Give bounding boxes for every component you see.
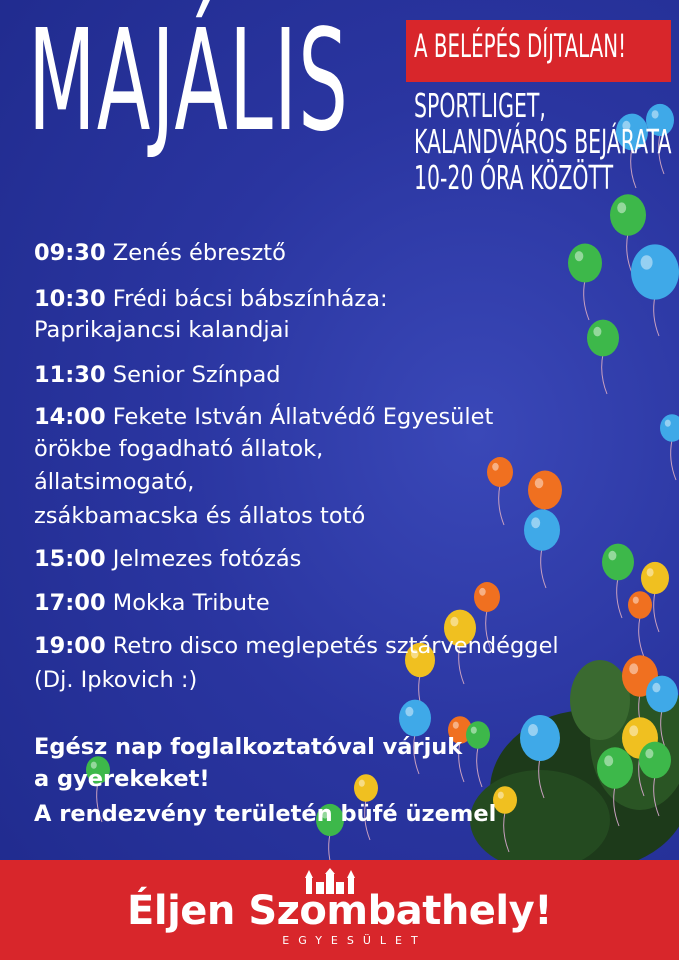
balloon — [524, 509, 560, 550]
schedule-text: Senior Színpad — [112, 362, 281, 388]
balloon-highlight — [405, 707, 413, 717]
schedule-time: 10:30 — [34, 286, 106, 312]
schedule-item — [34, 284, 388, 316]
schedule-time: 15:00 — [34, 546, 106, 572]
balloon-string — [654, 296, 659, 336]
schedule-time: 11:30 — [34, 362, 106, 388]
schedule-item — [34, 588, 270, 620]
balloon — [646, 676, 678, 713]
schedule-text: Jelmezes fotózás — [112, 546, 302, 572]
balloon — [660, 414, 679, 442]
balloon-highlight — [575, 251, 584, 261]
balloon — [597, 747, 633, 788]
balloon — [587, 320, 619, 357]
balloon — [610, 194, 646, 235]
balloon — [628, 591, 652, 619]
balloon — [487, 457, 513, 487]
balloon-highlight — [471, 727, 477, 734]
organization-subtitle: EGYESÜLET — [282, 934, 427, 947]
schedule-extra: zsákbamacska és állatos totó — [34, 503, 366, 529]
balloon — [639, 742, 671, 779]
balloon-highlight — [492, 463, 499, 471]
schedule-text: Frédi bácsi bábszínháza: — [112, 286, 388, 312]
location-line-1: SPORTLIGET, — [414, 86, 546, 125]
balloon — [528, 470, 562, 509]
balloon-string — [617, 578, 622, 618]
balloon — [568, 243, 602, 282]
balloon-highlight — [453, 722, 459, 729]
organization-name: Éljen Szombathely! — [127, 888, 552, 934]
schedule-text: Zenés ébresztő — [112, 240, 286, 266]
balloon-string — [541, 548, 546, 588]
closing-line-3: A rendezvény területén büfé üzemel — [34, 801, 497, 827]
balloon-highlight — [647, 568, 654, 576]
balloon-string — [584, 280, 589, 320]
schedule-item — [34, 544, 301, 576]
balloon-highlight — [652, 683, 660, 693]
balloon-string — [499, 485, 504, 525]
balloon-highlight — [450, 617, 458, 627]
schedule-item — [34, 631, 559, 663]
balloon-highlight — [629, 663, 638, 674]
free-entry-banner — [406, 20, 671, 82]
balloon — [641, 562, 669, 594]
closing-line-1: Egész nap foglalkoztatóval várjuk — [34, 734, 463, 760]
schedule-time: 19:00 — [34, 633, 106, 659]
balloon-highlight — [608, 551, 616, 561]
closing-line-2: a gyerekeket! — [34, 766, 210, 792]
balloon-string — [654, 592, 659, 632]
balloon — [493, 786, 517, 814]
balloon-highlight — [665, 420, 671, 427]
balloon-highlight — [359, 780, 365, 787]
balloon-string — [477, 747, 482, 787]
balloon-highlight — [498, 792, 504, 799]
balloon-highlight — [535, 478, 544, 488]
balloon-string — [602, 354, 607, 394]
schedule-time: 09:30 — [34, 240, 106, 266]
location-block — [414, 88, 671, 196]
schedule-text: Mokka Tribute — [112, 590, 270, 616]
balloon-highlight — [479, 588, 486, 596]
balloon — [520, 715, 560, 761]
schedule-item — [34, 402, 493, 434]
free-entry-text: A BELÉPÉS DÍJTALAN! — [414, 27, 627, 65]
event-title: MAJÁLIS — [28, 0, 350, 163]
balloon — [354, 774, 378, 802]
balloon-highlight — [641, 255, 653, 269]
balloon-highlight — [604, 755, 613, 766]
balloon-string — [639, 617, 644, 657]
footer-banner — [0, 860, 679, 960]
balloon — [631, 244, 679, 299]
schedule-text: Fekete István Állatvédő Egyesület — [112, 404, 494, 430]
balloon-string — [627, 233, 632, 273]
balloon-highlight — [528, 724, 538, 736]
schedule-text: Retro disco meglepetés sztárvendéggel — [112, 633, 559, 659]
schedule-extra: (Dj. Ipkovich :) — [34, 667, 198, 693]
balloon-highlight — [645, 749, 653, 759]
location-line-3: 10-20 ÓRA KÖZÖTT — [414, 158, 614, 197]
balloon-highlight — [629, 725, 638, 736]
balloon-highlight — [593, 327, 601, 337]
balloon — [602, 544, 634, 581]
balloon — [399, 700, 431, 737]
balloon-highlight — [531, 517, 540, 528]
schedule-extra: Paprikajancsi kalandjai — [34, 317, 290, 343]
schedule-item — [34, 360, 281, 392]
balloon-highlight — [617, 202, 626, 213]
balloon — [466, 721, 490, 749]
schedule-extra: örökbe fogadható állatok, — [34, 436, 324, 462]
balloon-highlight — [633, 597, 639, 604]
location-line-2: KALANDVÁROS BEJÁRATA — [414, 122, 672, 161]
schedule-extra: állatsimogató, — [34, 469, 195, 495]
schedule-item — [34, 238, 286, 270]
schedule-time: 17:00 — [34, 590, 106, 616]
schedule-time: 14:00 — [34, 404, 106, 430]
balloon-string — [671, 440, 676, 480]
balloon — [474, 582, 500, 612]
